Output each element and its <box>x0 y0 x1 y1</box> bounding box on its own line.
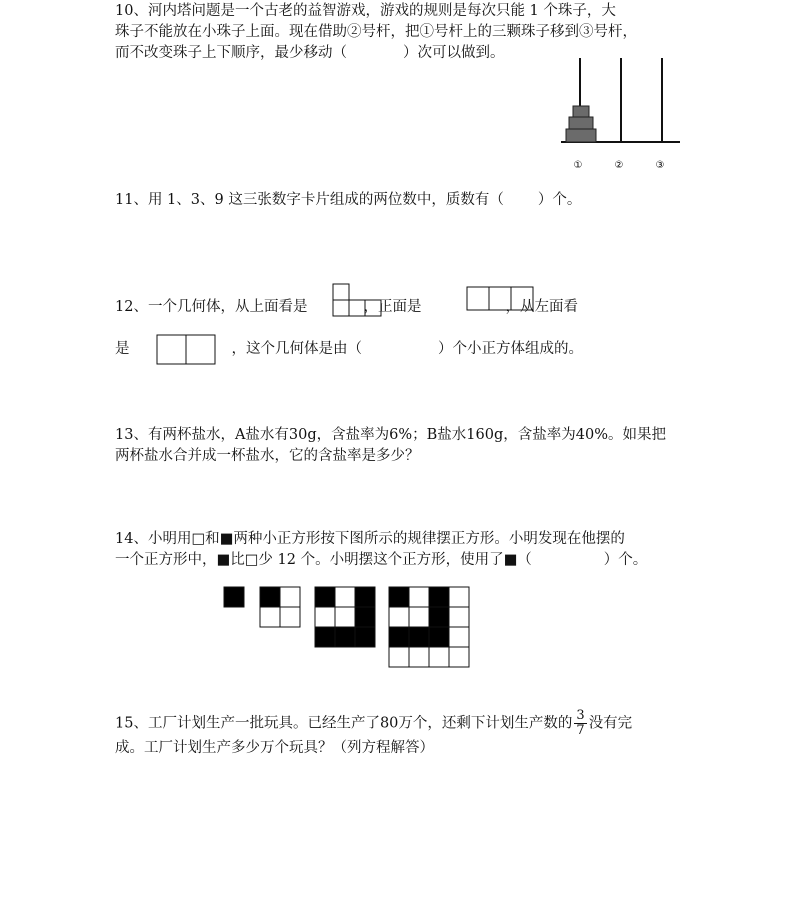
q10-line3 <box>115 43 505 63</box>
q10-text-after-blank: ）次可以做到。 <box>403 45 505 61</box>
peg-label-1: ① <box>573 160 583 171</box>
front-view-cell <box>489 287 511 310</box>
hanoi-tower-figure <box>558 55 688 175</box>
black-square <box>260 587 280 607</box>
q14-text-after-blank: ）个。 <box>603 552 648 568</box>
top-view-cell <box>365 300 381 316</box>
q13-line2: 两杯盐水合并成一杯盐水，它的含盐率是多少？ <box>115 448 420 464</box>
white-square <box>260 607 280 627</box>
peg-label-2: ② <box>614 160 624 171</box>
front-view-cell <box>511 287 533 310</box>
white-square <box>409 607 429 627</box>
black-square <box>429 627 449 647</box>
white-square <box>315 607 335 627</box>
q15-line2: 成。工厂计划生产多少万个玩具？（列方程解答） <box>115 740 434 756</box>
black-square <box>389 627 409 647</box>
fraction-numerator: 3 <box>576 708 585 723</box>
black-square <box>224 587 244 607</box>
black-square <box>429 607 449 627</box>
white-square <box>409 587 429 607</box>
top-view-cell <box>333 300 349 316</box>
q15-text-after-fraction: 没有完 <box>588 715 633 732</box>
white-square <box>280 587 300 607</box>
white-square <box>335 587 355 607</box>
q15-line1 <box>115 709 632 738</box>
q14-line2 <box>115 550 647 570</box>
black-square <box>429 587 449 607</box>
white-square <box>389 607 409 627</box>
left-view-cell <box>157 335 186 364</box>
q12-text-part3: ，从左面看 <box>505 299 578 315</box>
q11-text-after-blank: ）个。 <box>537 192 582 208</box>
fraction-denominator: 7 <box>576 723 585 738</box>
q12-text-part2: ，正面是 <box>363 299 422 315</box>
q10-text-before-blank: 而不改变珠子上下顺序，最少移动（ <box>115 45 347 61</box>
q15-text-before-fraction: 15、工厂计划生产一批玩具。已经生产了80万个，还剩下计划生产数的 <box>115 715 573 732</box>
black-square <box>315 587 335 607</box>
white-square <box>280 607 300 627</box>
q12-text-line2-mid: ，这个几何体是由（ <box>231 341 362 357</box>
black-square <box>315 627 335 647</box>
white-square <box>449 587 469 607</box>
black-square <box>355 607 375 627</box>
left-view-figure <box>156 334 218 366</box>
black-square <box>355 627 375 647</box>
q10-line2: 珠子不能放在小珠子上面。现在借助②号杆，把①号杆上的三颗珠子移到③号杆， <box>115 24 637 40</box>
white-square <box>335 607 355 627</box>
front-view-figure <box>466 286 536 312</box>
q14-text-before-blank: 一个正方形中，■比□少 12 个。小明摆这个正方形，使用了■（ <box>115 552 532 568</box>
q11-text-before-blank: 11、用 1、3、9 这三张数字卡片组成的两位数中，质数有（ <box>115 192 504 208</box>
q13-line1: 13、有两杯盐水，A盐水有30g，含盐率为6%；B盐水160g，含盐率为40%。如果把 <box>115 427 666 443</box>
black-square <box>389 587 409 607</box>
white-square <box>429 647 449 667</box>
white-square <box>449 607 469 627</box>
white-square <box>409 647 429 667</box>
black-square <box>355 587 375 607</box>
top-view-cell <box>333 284 349 300</box>
q10-line1: 10、河内塔问题是一个古老的益智游戏，游戏的规则是每次只能 1 个珠子，大 <box>115 3 616 19</box>
hanoi-bead-large <box>566 129 596 142</box>
hanoi-bead-medium <box>569 117 593 129</box>
q12-text-line2-pre: 是 <box>115 341 130 357</box>
top-view-figure <box>332 283 384 317</box>
fraction-three-sevenths <box>574 709 586 738</box>
top-view-cell <box>349 300 365 316</box>
front-view-cell <box>467 287 489 310</box>
white-square <box>449 647 469 667</box>
black-square <box>335 627 355 647</box>
hanoi-bead-small <box>573 106 589 117</box>
white-square <box>449 627 469 647</box>
q12-text-line2-post: ）个小正方体组成的。 <box>438 341 583 357</box>
peg-label-3: ③ <box>655 160 665 171</box>
square-pattern-figure <box>224 587 474 671</box>
q14-line1: 14、小明用□和■两种小正方形按下图所示的规律摆正方形。小明发现在他摆的 <box>115 531 625 547</box>
q12-text-part1: 12、一个几何体，从上面看是 <box>115 299 308 315</box>
left-view-cell <box>186 335 215 364</box>
black-square <box>409 627 429 647</box>
q11-line <box>115 190 581 210</box>
white-square <box>389 647 409 667</box>
